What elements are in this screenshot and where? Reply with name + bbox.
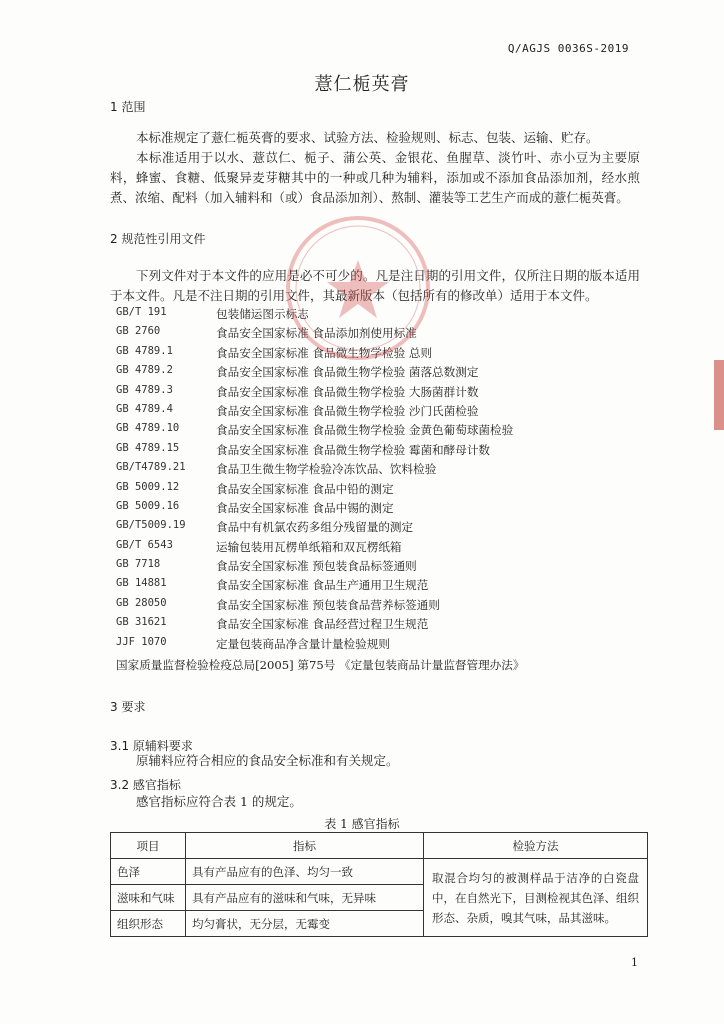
section-3-1-heading: 3.1 原辅料要求 — [110, 739, 193, 753]
reference-name: 食品卫生微生物学检验冷冻饮品、饮料检验 — [216, 462, 437, 477]
reference-item — [116, 519, 513, 538]
reference-code: GB 28050 — [116, 596, 167, 609]
reference-item — [116, 558, 513, 577]
reference-code: GB/T4789.21 — [116, 461, 186, 474]
reference-item — [116, 364, 513, 383]
reference-name: 食品安全国家标准 食品微生物学检验 霉菌和酵母计数 — [216, 442, 491, 457]
table-header-cell: 项目 — [111, 833, 186, 859]
reference-item — [116, 384, 513, 403]
reference-name: 食品安全国家标准 食品生产通用卫生规范 — [216, 578, 429, 593]
reference-item — [116, 597, 513, 616]
reference-name: 运输包装用瓦楞单纸箱和双瓦楞纸箱 — [216, 539, 402, 554]
reference-name: 定量包装商品净含量计量检验规则 — [216, 636, 390, 651]
reference-code: GB/T 6543 — [116, 538, 173, 551]
section-1-para-1: 本标准规定了薏仁栀英膏的要求、试验方法、检验规则、标志、包装、运输、贮存。 — [136, 130, 599, 145]
reference-name: 食品安全国家标准 食品微生物学检验 大肠菌群计数 — [216, 384, 479, 399]
reference-item — [116, 616, 513, 635]
table-cell-item: 色泽 — [111, 859, 186, 885]
reference-item — [116, 461, 513, 480]
reference-name: 食品安全国家标准 预包装食品标签通则 — [216, 559, 417, 574]
reference-code: JJF 1070 — [116, 635, 167, 648]
reference-code: GB 4789.10 — [116, 422, 180, 435]
reference-code: GB 7718 — [116, 558, 161, 571]
reference-name: 食品安全国家标准 食品添加剂使用标准 — [216, 326, 417, 341]
table-cell-indicator: 均匀膏状，无分层，无霉变 — [186, 911, 424, 937]
page-number: 1 — [631, 956, 638, 969]
section-3-heading: 3 要求 — [110, 700, 146, 714]
table-cell-indicator: 具有产品应有的色泽、均匀一致 — [186, 859, 424, 885]
reference-name: 食品中有机氯农药多组分残留量的测定 — [216, 520, 414, 535]
reference-code: GB 14881 — [116, 577, 167, 590]
reference-item — [116, 636, 513, 655]
table-cell-method: 取混合均匀的被测样品于洁净的白瓷盘中，在自然光下，目测检视其色泽、组织形态、杂质，嗅其气味，品其滋味。 — [424, 859, 648, 937]
sensory-table — [110, 832, 648, 937]
reference-item — [116, 403, 513, 422]
reference-item — [116, 539, 513, 558]
reference-name: 食品安全国家标准 食品中铅的测定 — [216, 481, 394, 496]
table-header-row — [111, 833, 648, 859]
reference-code: GB 4789.1 — [116, 344, 173, 357]
reference-list — [116, 306, 513, 655]
reference-name: 食品安全国家标准 食品微生物学检验 总则 — [216, 345, 433, 360]
reference-code: GB 4789.15 — [116, 441, 180, 454]
reference-name: 食品安全国家标准 食品中锡的测定 — [216, 500, 394, 515]
section-3-1-text: 原辅料应符合相应的食品安全标准和有关规定。 — [136, 753, 399, 768]
reference-name: 包装储运图示标志 — [216, 307, 309, 321]
reference-item — [116, 345, 513, 364]
section-3-2-heading: 3.2 感官指标 — [110, 778, 181, 792]
reference-note: 国家质量监督检验检疫总局[2005] 第75号 《定量包装商品计量监督管理办法》 — [116, 658, 525, 672]
standard-code: Q/AGJS 0036S-2019 — [507, 42, 629, 55]
reference-item — [116, 325, 513, 344]
reference-code: GB 5009.16 — [116, 499, 180, 512]
edge-seal-fragment-icon — [714, 360, 724, 430]
reference-code: GB 4789.4 — [116, 402, 173, 415]
reference-item — [116, 422, 513, 441]
reference-code: GB 31621 — [116, 616, 167, 629]
section-1-para-2: 本标准适用于以水、薏苡仁、栀子、蒲公英、金银花、鱼腥草、淡竹叶、赤小豆为主要原料，蜂蜜、食糖、低聚异麦芽糖其中的一种或几种为辅料，添加或不添加食品添加剂，经水煎煮、浓缩、配料（加入辅料和（或）食品添加剂）、熬制、灌装等工艺生产而成的薏仁栀英膏。 — [110, 150, 640, 205]
section-2-heading: 2 规范性引用文件 — [110, 232, 206, 246]
table-header-cell: 指标 — [186, 833, 424, 859]
reference-item — [116, 442, 513, 461]
reference-code: GB 2760 — [116, 325, 161, 338]
table-row — [111, 859, 648, 885]
reference-name: 食品安全国家标准 食品微生物学检验 沙门氏菌检验 — [216, 403, 479, 418]
table-caption: 表 1 感官指标 — [324, 817, 400, 831]
reference-name: 食品安全国家标准 食品微生物学检验 菌落总数测定 — [216, 365, 479, 380]
reference-name: 食品安全国家标准 食品经营过程卫生规范 — [216, 617, 429, 632]
reference-code: GB/T 191 — [116, 306, 167, 318]
table-cell-item: 组织形态 — [111, 911, 186, 937]
reference-item — [116, 481, 513, 500]
table-header-cell: 检验方法 — [424, 833, 648, 859]
reference-item — [116, 577, 513, 596]
section-3-2-text: 感官指标应符合表 1 的规定。 — [136, 794, 302, 809]
reference-item — [116, 500, 513, 519]
document-title: 薏仁栀英膏 — [314, 74, 410, 95]
reference-code: GB 4789.2 — [116, 364, 173, 377]
table-cell-indicator: 具有产品应有的滋味和气味，无异味 — [186, 885, 424, 911]
section-1-heading: 1 范围 — [110, 100, 146, 114]
reference-code: GB 4789.3 — [116, 383, 173, 396]
reference-item — [116, 306, 513, 325]
reference-name: 食品安全国家标准 食品微生物学检验 金黄色葡萄球菌检验 — [216, 423, 514, 438]
reference-name: 食品安全国家标准 预包装食品营养标签通则 — [216, 597, 440, 612]
table-cell-item: 滋味和气味 — [111, 885, 186, 911]
reference-code: GB 5009.12 — [116, 480, 180, 493]
reference-code: GB/T5009.19 — [116, 519, 186, 532]
section-2-intro: 下列文件对于本文件的应用是必不可少的。凡是注日期的引用文件，仅所注日期的版本适用于本文件。凡是不注日期的引用文件，其最新版本（包括所有的修改单）适用于本文件。 — [110, 268, 640, 303]
